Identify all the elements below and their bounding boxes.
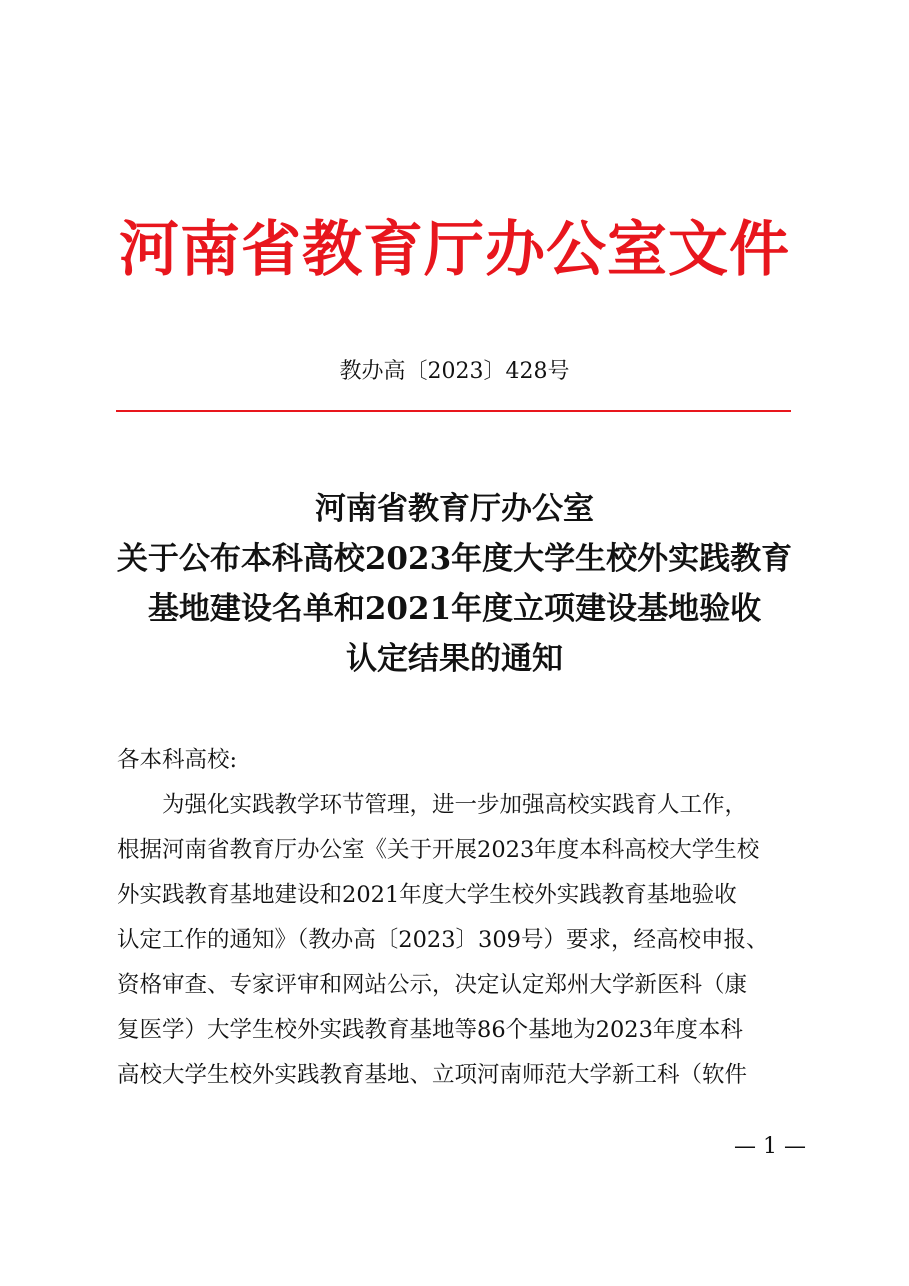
paragraph-line: 高校大学生校外实践教育基地、立项河南师范大学新工科（软件 bbox=[117, 1062, 748, 1088]
issuer-header-title: 河南省教育厅办公室文件 bbox=[119, 215, 790, 285]
paragraph-line: 根据河南省教育厅办公室《关于开展2023年度本科高校大学生校 bbox=[117, 837, 760, 863]
notice-title-line: 河南省教育厅办公室 bbox=[315, 491, 594, 527]
notice-body bbox=[117, 738, 807, 1098]
salutation: 各本科高校: bbox=[117, 747, 238, 773]
notice-title-line: 认定结果的通知 bbox=[346, 641, 563, 677]
paragraph-line: 复医学）大学生校外实践教育基地等86个基地为2023年度本科 bbox=[117, 1017, 743, 1043]
document-number: 教办高〔2023〕428号 bbox=[339, 359, 570, 384]
notice-title-line: 基地建设名单和2021年度立项建设基地验收 bbox=[147, 591, 762, 627]
notice-title-line: 关于公布本科高校2023年度大学生校外实践教育 bbox=[116, 541, 793, 577]
paragraph-line: 资格审查、专家评审和网站公示，决定认定郑州大学新医科（康 bbox=[117, 972, 748, 998]
red-separator-line bbox=[116, 410, 791, 412]
paragraph-line: 外实践教育基地建设和2021年度大学生校外实践教育基地验收 bbox=[117, 882, 737, 908]
notice-title bbox=[60, 484, 849, 684]
page-number: — 1 — bbox=[734, 1134, 806, 1159]
paragraph-line: 认定工作的通知》（教办高〔2023〕309号）要求，经高校申报、 bbox=[117, 927, 769, 953]
paragraph-line: 为强化实践教学环节管理，进一步加强高校实践育人工作， bbox=[162, 792, 748, 818]
